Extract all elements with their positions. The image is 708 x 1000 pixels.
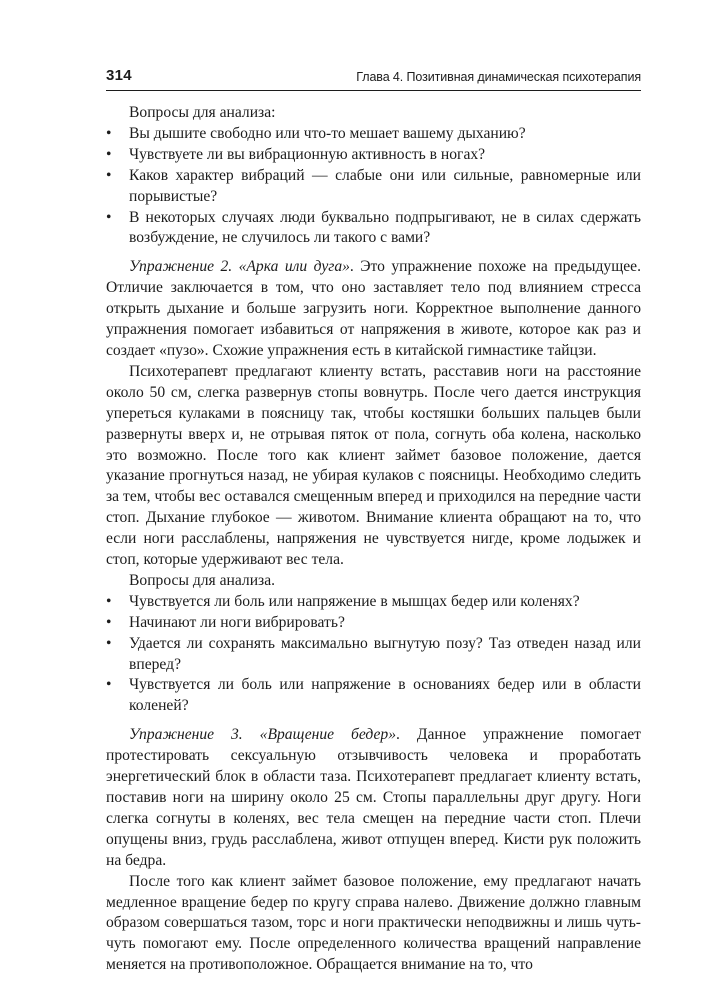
exercise-2-text: . Это упражнение похоже на предыдущее. Отличие заключается в том, что оно заставляет тело под влиянием стресса открыть дыхание и больше загрузить ноги. Корректное выполнение данного упражнения помогает избавиться от напряжения в животе, которое как раз и создает «пузо». Схожие упражнения есть в китайской гимнастике тайцзи. — [106, 258, 641, 359]
bullet: • — [106, 676, 112, 694]
bullet: • — [106, 592, 112, 610]
list-item — [106, 166, 641, 208]
list-item — [106, 124, 641, 145]
list-item-text: Чувствуется ли боль или напряжение в мышцах бедер или коленях? — [129, 592, 580, 610]
exercise-3-text: . Данное упражнение помогает протестировать сексуальную отзывчивость человека и проработать энергетический блок в области таза. Психотерапевт предлагает клиенту встать, поставив ноги на ширину около 25 см. Стопы параллельны друг другу. Ноги слегка согнуты в коленях, вес тела смещен на передние части стоп. Плечи опущены вниз, грудь расслаблена, живот отпущен вперед. Кисти рук положить на бедра. — [106, 726, 641, 869]
exercise-3-instructions: После того как клиент займет базовое положение, ему предлагают начать медленное вращение бедер по кругу справа налево. Движение должно главным образом совершаться тазом, торс и ноги практически неподвижны и лишь чуть-чуть помогают ему. После определенного количества вращений направление меняется на противоположное. Обращается внимание на то, что — [106, 872, 641, 974]
body-text — [106, 103, 641, 976]
exercise-3-paragraph — [106, 725, 641, 871]
bullet: • — [106, 613, 112, 631]
list-item-text: Чувствуется ли боль или напряжение в основаниях бедер или в области коленей? — [129, 676, 641, 715]
list-item-text: В некоторых случаях люди буквально подпрыгивают, не в силах сдержать возбуждение, не случилось ли такого с вами? — [129, 208, 641, 247]
list-item — [106, 634, 641, 676]
list-item — [106, 208, 641, 250]
header-rule — [106, 90, 641, 91]
running-head — [106, 66, 641, 88]
exercise-2-paragraph — [106, 257, 641, 362]
questions-intro-1: Вопросы для анализа: — [129, 104, 276, 121]
list-item-text: Каков характер вибраций — слабые они или сильные, равномерные или порывистые? — [129, 166, 641, 205]
list-item-text: Вы дышите свободно или что-то мешает вашему дыханию? — [129, 124, 526, 142]
chapter-title: Глава 4. Позитивная динамическая психотерапия — [356, 70, 641, 84]
list-item-text: Удается ли сохранять максимально выгнутую позу? Таз отведен назад или вперед? — [129, 634, 641, 673]
questions-list-2 — [106, 592, 641, 717]
questions-list-1 — [106, 124, 641, 249]
bullet: • — [106, 145, 112, 163]
list-item-text: Начинают ли ноги вибрировать? — [129, 613, 345, 631]
bullet: • — [106, 124, 112, 142]
exercise-2-title: Упражнение 2. «Арка или дуга» — [129, 258, 350, 276]
exercise-2-instructions: Психотерапевт предлагают клиенту встать, расставив ноги на расстояние около 50 см, слегка развернув стопы вовнутрь. После чего дается инструкция упереться кулаками в поясницу так, чтобы костяшки больших пальцев были развернуты вверх и, не отрывая пяток от пола, согнуть оба колена, насколько это возможно. После того как клиент займет базовое положение, дается указание прогнуться назад, не убирая кулаков с поясницы. Необходимо следить за тем, чтобы вес оставался смещенным вперед и приходился на передние части стоп. Дыхание глубокое — животом. Внимание клиента обращают на то, что если ноги расслаблены, напряжения не чувствуется нигде, кроме лодыжек и стоп, которые удерживают вес тела. — [106, 362, 641, 569]
page-number: 314 — [106, 67, 132, 84]
list-item — [106, 613, 641, 634]
list-item — [106, 675, 641, 717]
list-item — [106, 592, 641, 613]
questions-intro-2: Вопросы для анализа. — [129, 571, 276, 589]
list-item — [106, 145, 641, 166]
list-item-text: Чувствуете ли вы вибрационную активность в ногах? — [129, 145, 486, 163]
bullet: • — [106, 166, 112, 184]
bullet: • — [106, 634, 112, 652]
bullet: • — [106, 208, 112, 226]
exercise-3-title: Упражнение 3. «Вращение бедер» — [129, 726, 397, 744]
